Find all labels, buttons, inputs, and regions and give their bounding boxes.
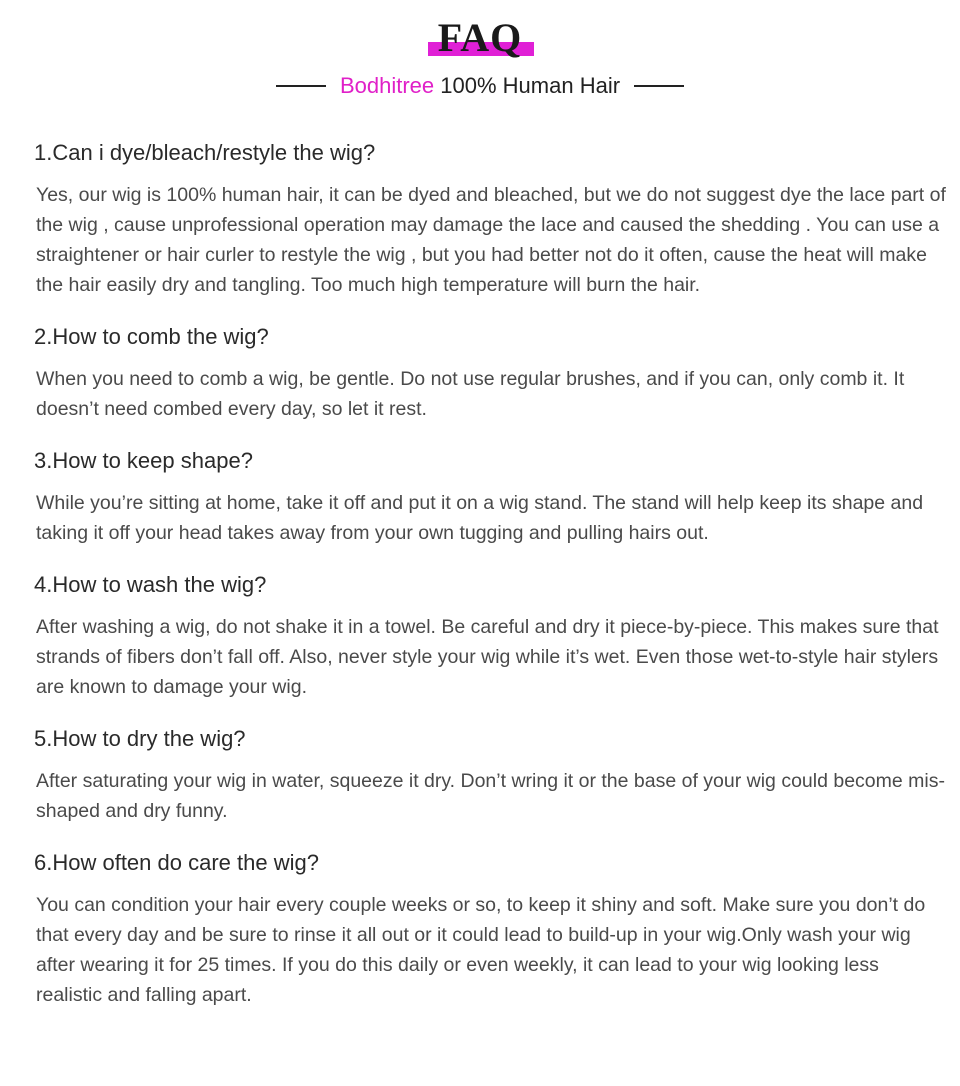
page-title: FAQ <box>432 14 528 62</box>
faq-answer: You can condition your hair every couple weeks or so, to keep it shiny and soft. Make sure you don’t do that every day and be sure to rinse it all out or it could lead to build-up in your wig.Only wash your wig after wearing it for 25 times. If you do this daily or even weekly, it can lead to your wig looking less realistic and falling apart. <box>36 894 926 1006</box>
right-divider <box>634 85 684 87</box>
subtitle-text: 100% Human Hair <box>440 73 621 98</box>
left-divider <box>276 85 326 87</box>
faq-question: 6.How often do care the wig? <box>34 850 319 875</box>
page-header <box>0 0 960 110</box>
faq-answer: After washing a wig, do not shake it in a towel. Be careful and dry it piece-by-piece. This makes sure that strands of fibers don’t fall off. Also, never style your wig while it’s wet. Even those wet-to-style hair stylers are known to damage your wig. <box>36 616 939 698</box>
faq-list <box>34 138 946 1032</box>
faq-answer: Yes, our wig is 100% human hair, it can be dyed and bleached, but we do not suggest dye the lace part of the wig , cause unprofessional operation may damage the lace and caused the shedding . You can use a straightener or hair curler to restyle the wig , but you had better not do it often, cause the heat will make the hair easily dry and tangling. Too much high temperature will burn the hair. <box>36 184 946 296</box>
faq-answer: When you need to comb a wig, be gentle. Do not use regular brushes, and if you can, only comb it. It doesn’t need combed every day, so let it rest. <box>36 368 905 420</box>
faq-item <box>34 322 946 424</box>
faq-answer: After saturating your wig in water, squeeze it dry. Don’t wring it or the base of your wig could become mis-shaped and dry funny. <box>36 770 945 822</box>
faq-item <box>34 446 946 548</box>
subtitle <box>340 70 620 102</box>
faq-question: 2.How to comb the wig? <box>34 324 269 349</box>
faq-question: 1.Can i dye/bleach/restyle the wig? <box>34 140 376 165</box>
faq-item <box>34 724 946 826</box>
faq-question: 5.How to dry the wig? <box>34 726 246 751</box>
faq-item <box>34 138 946 300</box>
faq-answer: While you’re sitting at home, take it off and put it on a wig stand. The stand will help keep its shape and taking it off your head takes away from your own tugging and pulling hairs out. <box>36 492 924 544</box>
faq-title-wrap <box>0 14 960 62</box>
faq-item <box>34 848 946 1010</box>
faq-question: 3.How to keep shape? <box>34 448 253 473</box>
faq-item <box>34 570 946 702</box>
subtitle-row <box>0 70 960 102</box>
brand-name: Bodhitree <box>339 73 435 98</box>
faq-question: 4.How to wash the wig? <box>34 572 267 597</box>
